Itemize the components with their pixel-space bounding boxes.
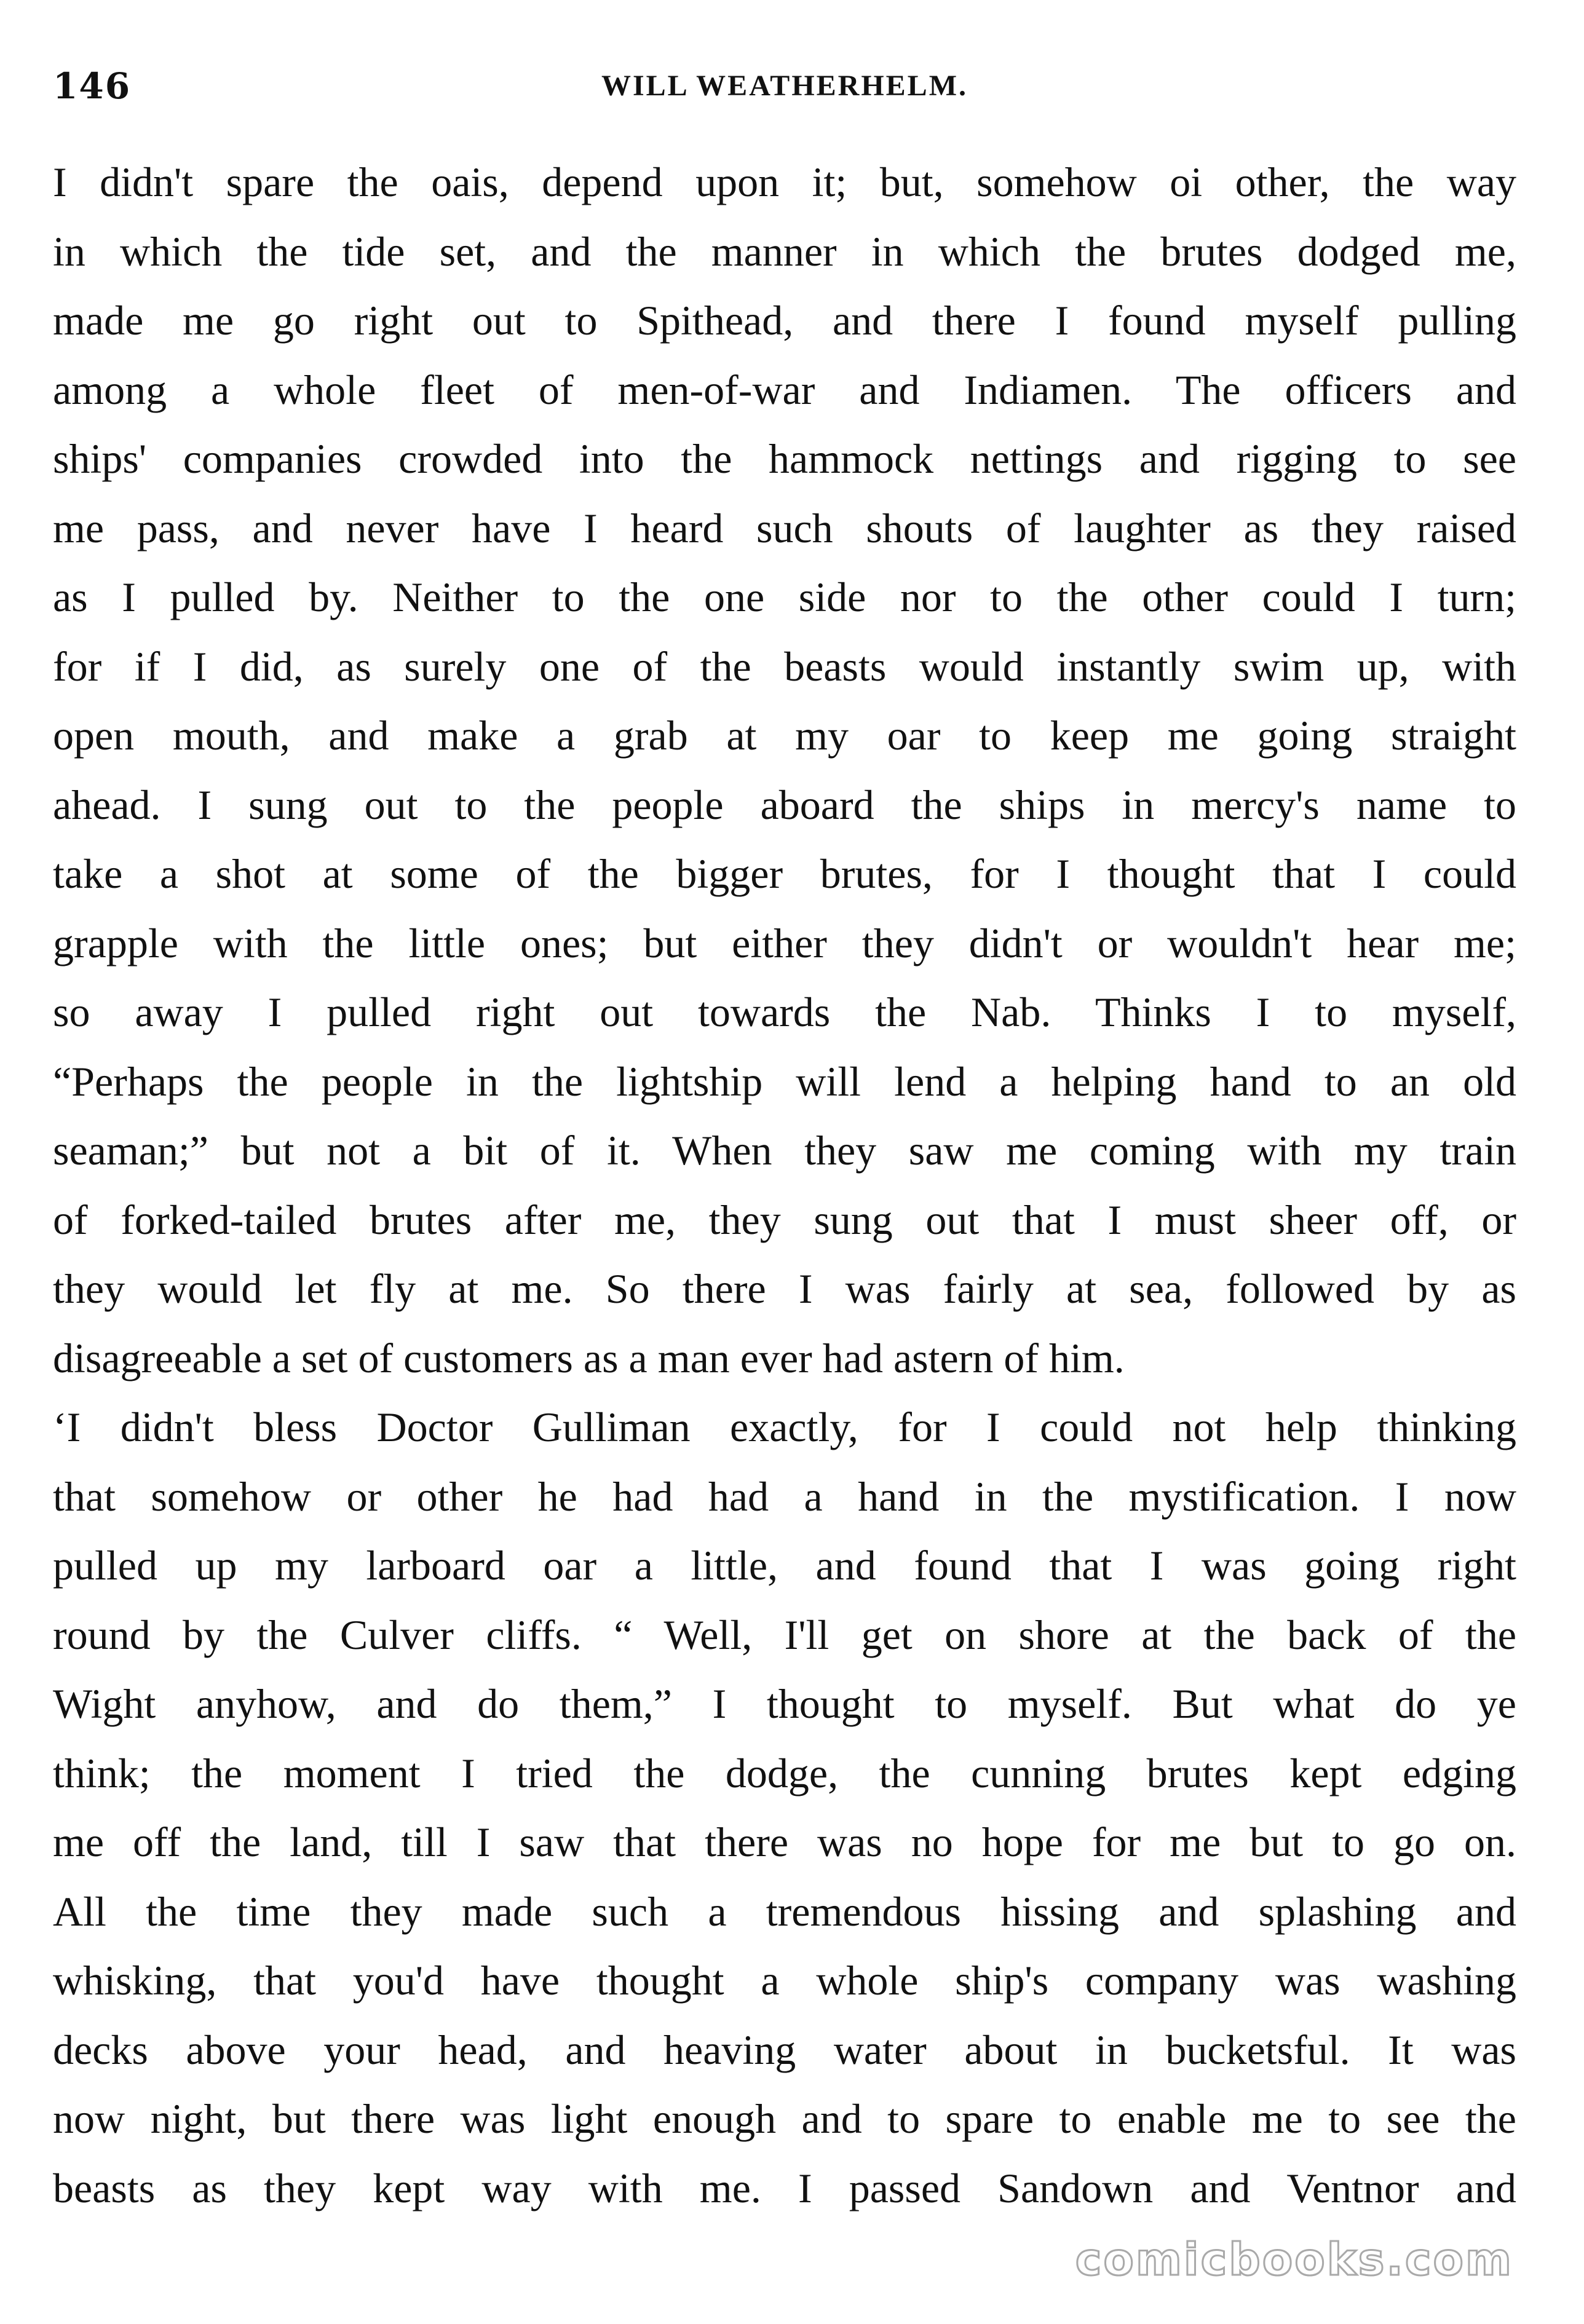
text-line: that somehow or other he had had a hand in the mystification. I now	[53, 1472, 1516, 1520]
text-line: in which the tide set, and the manner in which the brutes dodged me,	[53, 227, 1516, 275]
watermark-text: comicbooks.com	[1075, 2234, 1513, 2285]
text-line: ‘I didn't bless Doctor Gulliman exactly, for I could not help thinking	[53, 1404, 1516, 1450]
text-line: ahead. I sung out to the people aboard the ships in mercy's name to	[53, 781, 1516, 828]
text-line: open mouth, and make a grab at my oar to keep me going straight	[53, 712, 1516, 759]
page-header	[53, 58, 1516, 114]
text-line: for if I did, as surely one of the beasts would instantly swim up, with	[53, 642, 1516, 690]
text-line: now night, but there was light enough and to spare to enable me to see the	[53, 2095, 1516, 2142]
text-line: so away I pulled right out towards the Nab. Thinks I to myself,	[53, 989, 1516, 1035]
paragraph-2	[53, 1393, 1516, 2223]
paragraph-1	[53, 148, 1516, 1393]
text-line: as I pulled by. Neither to the one side nor to the other could I turn;	[53, 574, 1516, 620]
text-line: take a shot at some of the bigger brutes, for I thought that I could	[53, 850, 1516, 897]
text-line: “Perhaps the people in the lightship will lend a helping hand to an old	[53, 1057, 1516, 1105]
text-line: ships' companies crowded into the hammock nettings and rigging to see	[53, 435, 1516, 482]
page-number: 146	[53, 65, 132, 107]
text-line: whisking, that you'd have thought a whole ship's company was washing	[53, 1957, 1516, 2004]
text-line: grapple with the little ones; but either they didn't or wouldn't hear me;	[53, 919, 1516, 966]
text-line: decks above your head, and heaving water about in bucketsful. It was	[53, 2026, 1516, 2073]
text-line: made me go right out to Spithead, and there I found myself pulling	[53, 297, 1516, 344]
text-line: All the time they made such a tremendous hissing and splashing and	[53, 1887, 1516, 1935]
text-line: of forked-tailed brutes after me, they sung out that I must sheer off, or	[53, 1196, 1516, 1243]
text-line: disagreeable a set of customers as a man ever had astern of him.	[53, 1334, 1125, 1381]
text-line: me off the land, till I saw that there was no hope for me but to go on.	[53, 1819, 1516, 1865]
text-line: me pass, and never have I heard such shouts of laughter as they raised	[53, 504, 1516, 551]
text-line: they would let fly at me. So there I was fairly at sea, followed by as	[53, 1265, 1516, 1312]
body-text	[53, 148, 1516, 2223]
text-line: among a whole fleet of men-of-war and Indiamen. The officers and	[53, 366, 1516, 413]
text-line: pulled up my larboard oar a little, and found that I was going right	[53, 1542, 1516, 1589]
text-line: round by the Culver cliffs. “ Well, I'll get on shore at the back of the	[53, 1611, 1516, 1658]
text-line: Wight anyhow, and do them,” I thought to myself. But what do ye	[53, 1680, 1516, 1727]
text-line: beasts as they kept way with me. I passed Sandown and Ventnor and	[53, 2164, 1516, 2211]
text-line: think; the moment I tried the dodge, the cunning brutes kept edging	[53, 1749, 1516, 1796]
text-line: I didn't spare the oais, depend upon it; but, somehow oi other, the way	[53, 159, 1516, 205]
running-title: WILL WEATHERHELM.	[601, 69, 968, 102]
text-line: seaman;” but not a bit of it. When they saw me coming with my train	[53, 1127, 1516, 1174]
